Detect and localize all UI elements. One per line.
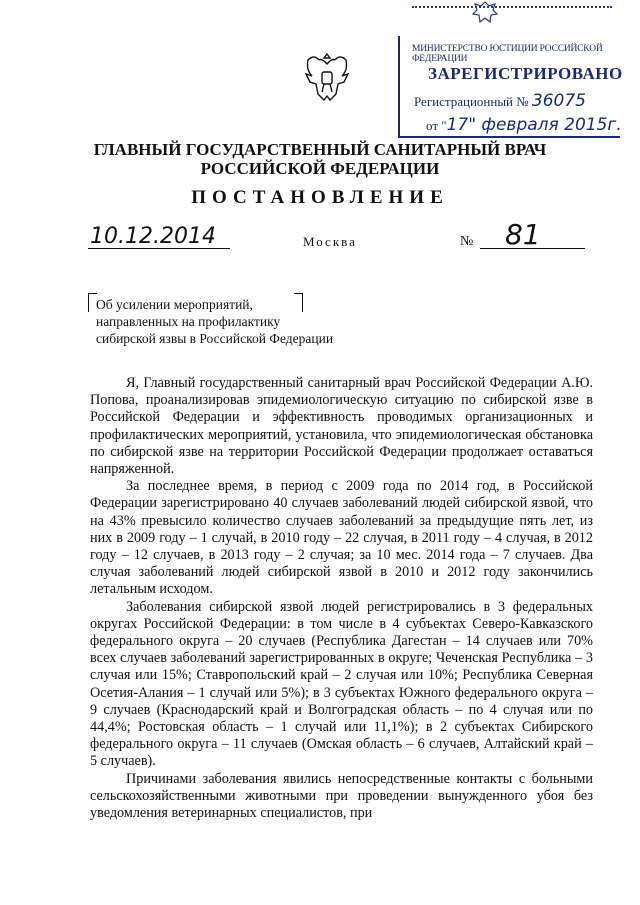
- coat-of-arms-icon: [302, 50, 352, 106]
- decree-subject: [96, 296, 333, 347]
- stamp-date-value: 17" февраля 2015г.: [446, 115, 622, 135]
- stamp-reg-number: [414, 91, 586, 111]
- document-type-heading: ПОСТАНОВЛЕНИЕ: [191, 187, 449, 208]
- issuer-title-line2: РОССИЙСКОЙ ФЕДЕРАЦИИ: [200, 159, 440, 178]
- stamp-ministry: МИНИСТЕРСТВО ЮСТИЦИИ РОССИЙСКОЙ ФЕДЕРАЦИИ: [412, 44, 603, 64]
- stamp-emblem-icon: [470, 0, 500, 24]
- stamp-top-border: [412, 6, 612, 20]
- number-underline: [480, 248, 585, 249]
- decree-body: [90, 375, 593, 822]
- stamp-date: [426, 115, 622, 135]
- number-label: №: [460, 234, 474, 249]
- decree-number: 81: [505, 218, 541, 251]
- stamp-registered: ЗАРЕГИСТРИРОВАНО: [428, 64, 623, 83]
- body-paragraph: За последнее время, в период с 2009 года по 2014 год, в Российской Федерации зарегистрировано 40 случаев заболеваний людей сибирской язвой, что на 43% превысило количество случаев заболеваний за предыдущие пять лет, из них в 2009 году – 1 случай, в 2010 году – 22 случая, в 2011 году – 4 случая, в 2012 году – 12 случаев, в 2013 году – 2 случая; за 10 мес. 2014 года – 7 случаев. Два случая заболеваний людей сибирской язвой в 2010 и 2012 году закончились летальным исходом.: [90, 478, 593, 598]
- issuer-title-line1: ГЛАВНЫЙ ГОСУДАРСТВЕННЫЙ САНИТАРНЫЙ ВРАЧ: [93, 140, 547, 159]
- subject-line: направленных на профилактику: [96, 314, 281, 329]
- stamp-reg-number-label: Регистрационный №: [414, 94, 529, 109]
- subject-line: сибирской язвы в Российской Федерации: [96, 331, 334, 346]
- stamp-reg-number-value: 36075: [531, 91, 587, 111]
- city: Москва: [303, 234, 357, 249]
- stamp-date-label: от ": [426, 118, 447, 133]
- subject-line: Об усилении мероприятий,: [96, 297, 253, 312]
- decree-date: 10.12.2014: [90, 224, 216, 249]
- body-paragraph: Я, Главный государственный санитарный врач Российской Федерации А.Ю. Попова, проанализировав эпидемиологическую ситуацию по сибирской язве в Российской Федерации и эффективность проводимых организационных и профилактических мероприятий, установила, что эпидемиологическая обстановка по сибирской язве на территории Российской Федерации продолжает оставаться напряженной.: [90, 375, 593, 478]
- body-paragraph: Причинами заболевания явились непосредственные контакты с больными сельскохозяйственными животными при проведении вынужденного убоя без уведомления ветеринарных специалистов, при: [90, 770, 593, 822]
- date-underline: [88, 248, 230, 249]
- body-paragraph: Заболевания сибирской язвой людей регистрировались в 3 федеральных округах Российской Федерации: в том числе в 4 субъектах Северо-Кавказского федерального округа – 20 случаев (Республика Дагестан – 14 случаев или 70% всех случаев заболеваний зарегистрированных в округе; Чеченская Республика – 3 случая или 15%; Ставропольский край – 2 случая или 10%; Республика Северная Осетия-Алания – 1 случай или 5%); в 3 субъектах Южного федерального округа – 9 случаев (Краснодарский край и Волгоградская область – по 4 случая или по 44,4%; Ростовская область – 1 случай или 11,1%); в 2 субъектах Сибирского федерального округа – 11 случаев (Омская область – 6 случаев, Алтайский край – 5 случаев).: [90, 598, 593, 770]
